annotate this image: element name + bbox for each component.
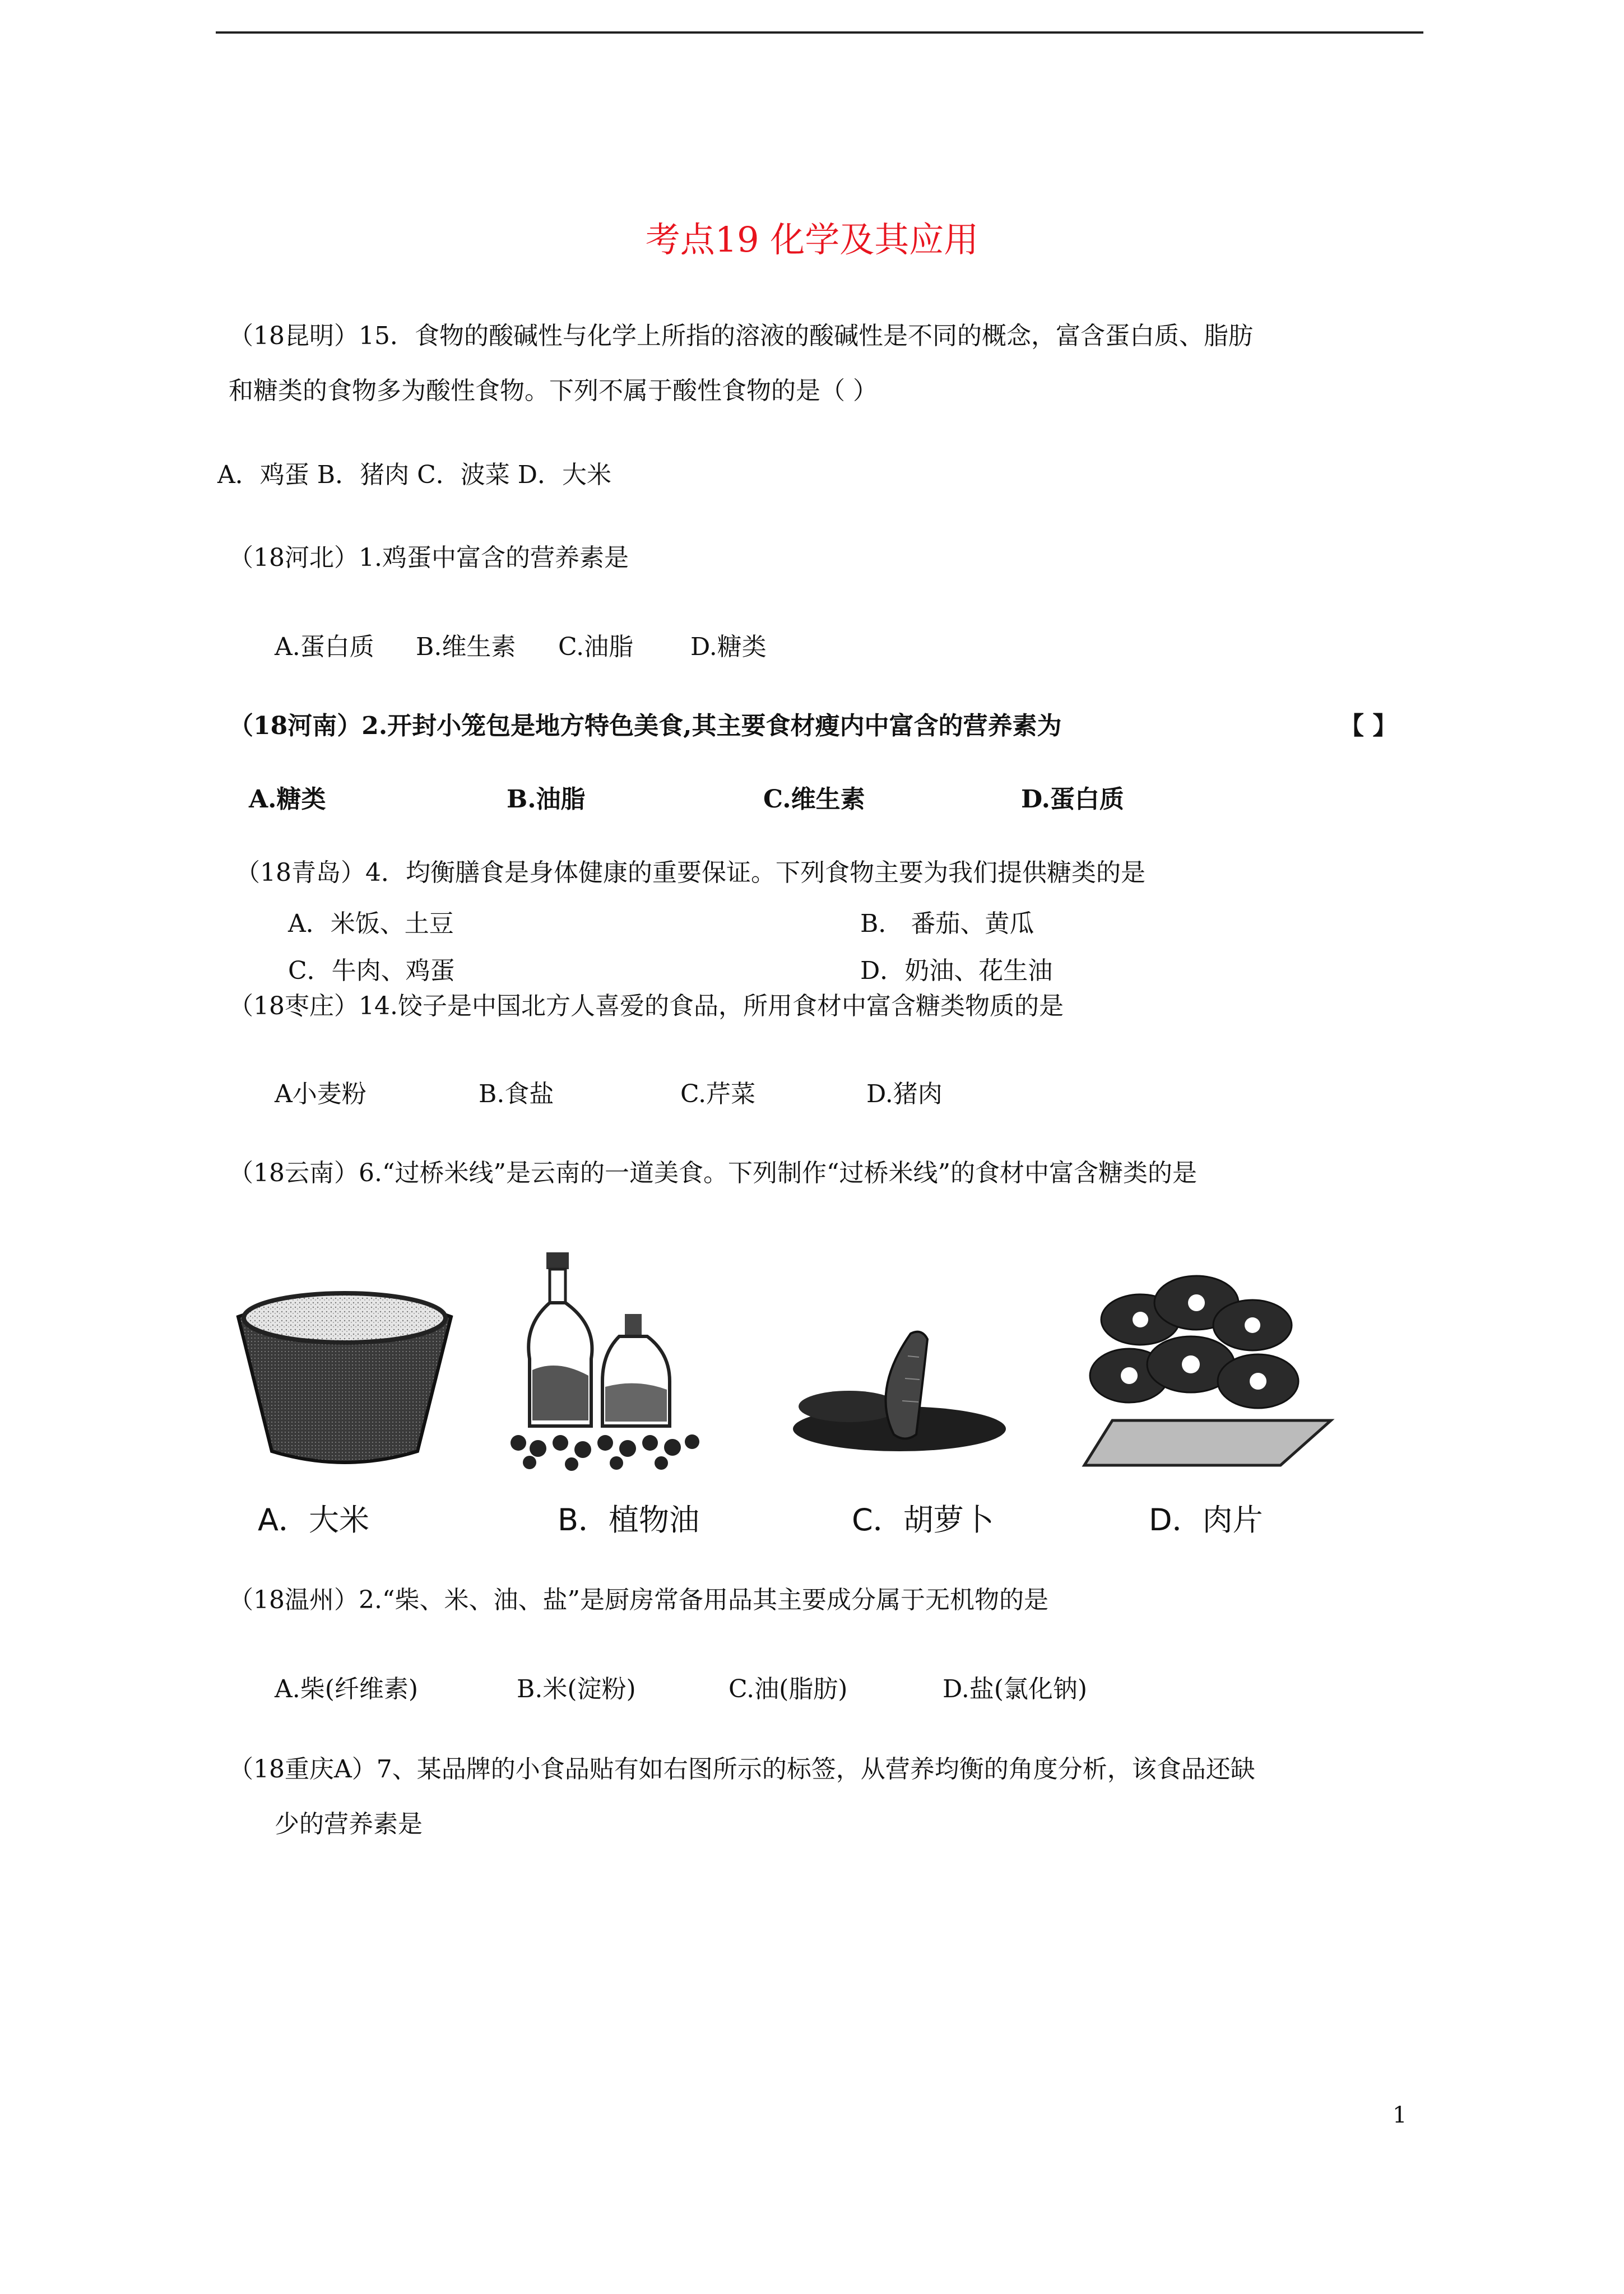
q5-option-a: A小麦粉 [275, 1080, 366, 1108]
q5-stem: （18枣庄）14.饺子是中国北方人喜爱的食品，所用食材中富含糖类物质的是 [229, 992, 1064, 1020]
q3-option-c: C.维生素 [763, 785, 865, 814]
q3-stem: （18河南）2.开封小笼包是地方特色美食,其主要食材瘦内中富含的营养素为 [229, 712, 1062, 740]
caption-a: A．大米 [258, 1502, 369, 1538]
q7-option-d: D.盐(氯化钠) [943, 1675, 1088, 1703]
q4-option-b: B． 番茄、黄瓜 [860, 909, 1034, 938]
q5-option-b: B.食盐 [479, 1080, 554, 1108]
q7-stem: （18温州）2.“柴、米、油、盐”是厨房常备用品其主要成分属于无机物的是 [229, 1586, 1048, 1614]
q4-option-c: C．牛肉、鸡蛋 [288, 956, 455, 985]
q5-option-c: C.芹菜 [680, 1080, 756, 1108]
meat-slices-image [1079, 1252, 1337, 1476]
q2-option-b: B.维生素 [416, 633, 516, 661]
q1-line2: 和糖类的食物多为酸性食物。下列不属于酸性食物的是（ ） [229, 377, 878, 405]
q7-option-b: B.米(淀粉) [517, 1675, 636, 1703]
q4-stem: （18青岛）4．均衡膳食是身体健康的重要保证。下列食物主要为我们提供糖类的是 [235, 858, 1145, 887]
q4-option-a: A．米饭、土豆 [288, 909, 454, 938]
rice-bowl-image [227, 1283, 462, 1474]
header-rule [216, 31, 1423, 34]
q8-line2: 少的营养素是 [275, 1810, 423, 1838]
q8-line1: （18重庆A）7、某品牌的小食品贴有如右图所示的标签，从营养均衡的角度分析，该食品还缺 [229, 1755, 1255, 1784]
q3-option-a: A.糖类 [249, 785, 326, 814]
page-title: 考点19 化学及其应用 [645, 219, 979, 260]
q2-option-a: A.蛋白质 [275, 633, 374, 661]
q2-option-d: D.糖类 [690, 633, 767, 661]
q1-options: A．鸡蛋 B．猪肉 C．波菜 D．大米 [217, 461, 612, 489]
q1-line1: （18昆明）15．食物的酸碱性与化学上所指的溶液的酸碱性是不同的概念，富含蛋白质、脂肪 [229, 322, 1253, 350]
caption-d: D．肉片 [1149, 1502, 1263, 1538]
q3-option-d: D.蛋白质 [1021, 785, 1124, 814]
q7-option-c: C.油(脂肪) [729, 1675, 848, 1703]
q2-stem: （18河北）1.鸡蛋中富含的营养素是 [229, 544, 629, 572]
q6-stem: （18云南）6.“过桥米线”是云南的一道美食。下列制作“过桥米线”的食材中富含糖类的是 [229, 1159, 1197, 1187]
q7-option-a: A.柴(纤维素) [275, 1675, 419, 1703]
q5-option-d: D.猪肉 [866, 1080, 943, 1108]
q3-bracket: 【 】 [1339, 712, 1398, 740]
caption-b: B．植物油 [558, 1502, 700, 1538]
caption-c: C．胡萝卜 [852, 1502, 994, 1538]
carrot-image [787, 1322, 1011, 1462]
q2-option-c: C.油脂 [558, 633, 634, 661]
vegetable-oil-image [507, 1247, 709, 1471]
q3-option-b: B.油脂 [507, 785, 586, 814]
q4-option-d: D．奶油、花生油 [860, 956, 1053, 985]
page-number: 1 [1393, 2102, 1407, 2128]
